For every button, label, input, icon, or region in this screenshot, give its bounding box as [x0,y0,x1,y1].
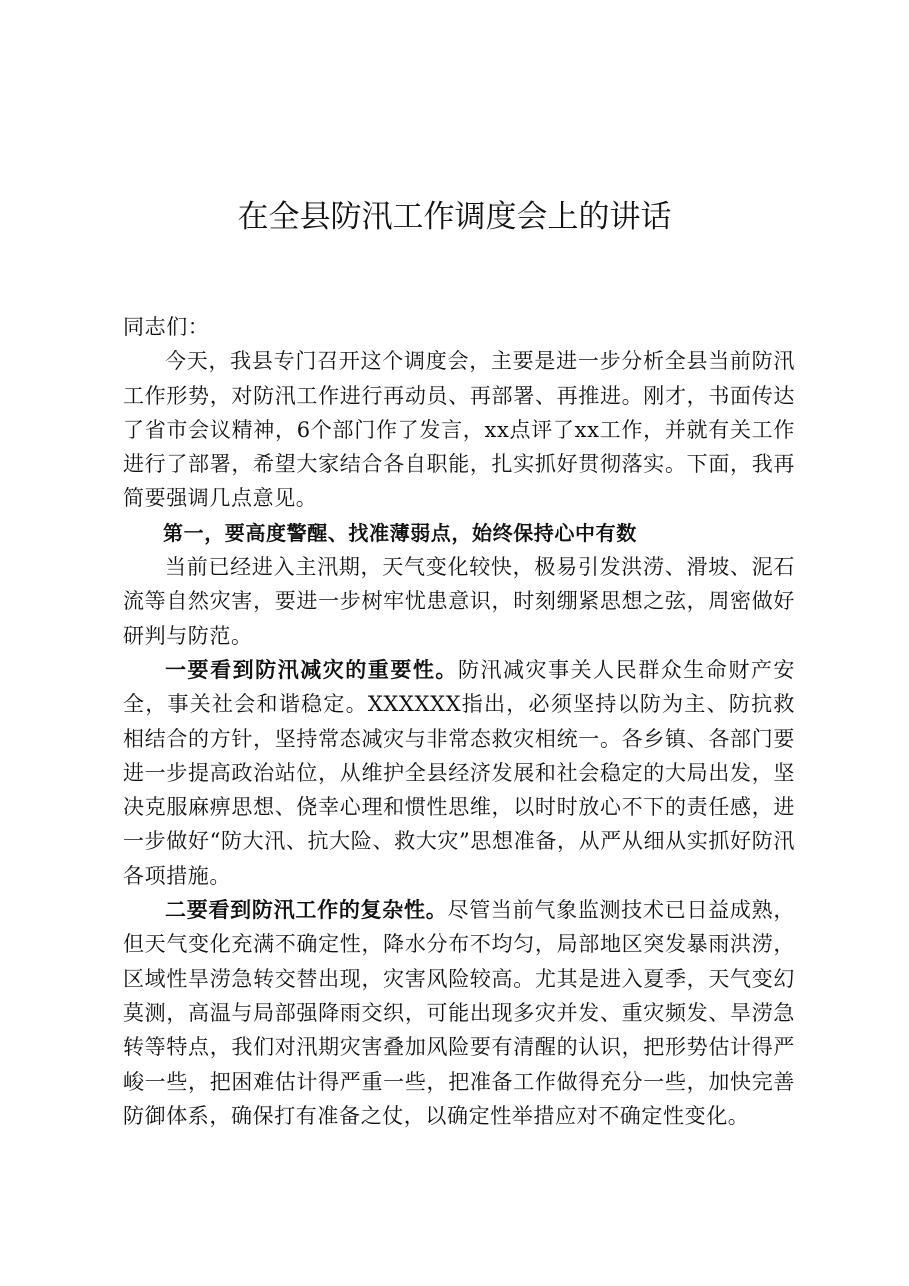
salutation: 同志们： [123,315,210,339]
point-two-text: 尽管当前气象监测技术已日益成熟，但天气变化充满不确定性，降水分布不均匀，局部地区突发暴雨洪涝，区域性旱涝急转交替出现，灾害风险较高。尤其是进入夏季，天气变幻莫测，高温与局部强降雨交织，可能出现多灾并发、重灾频发、旱涝急转等特点，我们对汛期灾害叠加风险要有清醒的认识，把形势估计得严峻一些，把困难估计得严重一些，把准备工作做得充分一些，加快完善防御体系，确保打有准备之仗，以确定性举措应对不确定性变化。 [123,898,795,1128]
paragraph-point-one [123,653,795,893]
paragraph-opening: 今天，我县专门召开这个调度会，主要是进一步分析全县当前防汛工作形势，对防汛工作进行再动员、再部署、再推进。刚才，书面传达了省市会议精神，6个部门作了发言，xx点评了xx工作，并就有关工作进行了部署，希望大家结合各自职能，扎实抓好贯彻落实。下面，我再简要强调几点意见。 [123,349,795,511]
point-two-lead: 二要看到防汛工作的复杂性。 [165,897,448,923]
document-body [123,310,795,1133]
point-one-text: 防汛减灾事关人民群众生命财产安全，事关社会和谐稳定。XXXXXX指出，必须坚持以防为主、防抗救相结合的方针，坚持常态减灾与非常态救灾相统一。各乡镇、各部门要进一步提高政治站位，从维护全县经济发展和社会稳定的大局出发，坚决克服麻痹思想、侥幸心理和惯性思维，以时时放心不下的责任感，进一步做好“防大汛、抗大险、救大灾”思想准备，从严从细从实抓好防汛各项措施。 [123,657,795,888]
point-one-lead: 一要看到防汛减灾的重要性。 [165,656,458,682]
document-title: 在全县防汛工作调度会上的讲话 [237,199,672,235]
section-heading-first: 第一，要高度警醒、找准薄弱点，始终保持心中有数 [163,520,637,545]
paragraph-section-intro: 当前已经进入主汛期，天气变化较快，极易引发洪涝、滑坡、泥石流等自然灾害，要进一步树牢忧患意识，时刻绷紧思想之弦，周密做好研判与防范。 [123,555,795,648]
paragraph-point-two [123,893,795,1133]
